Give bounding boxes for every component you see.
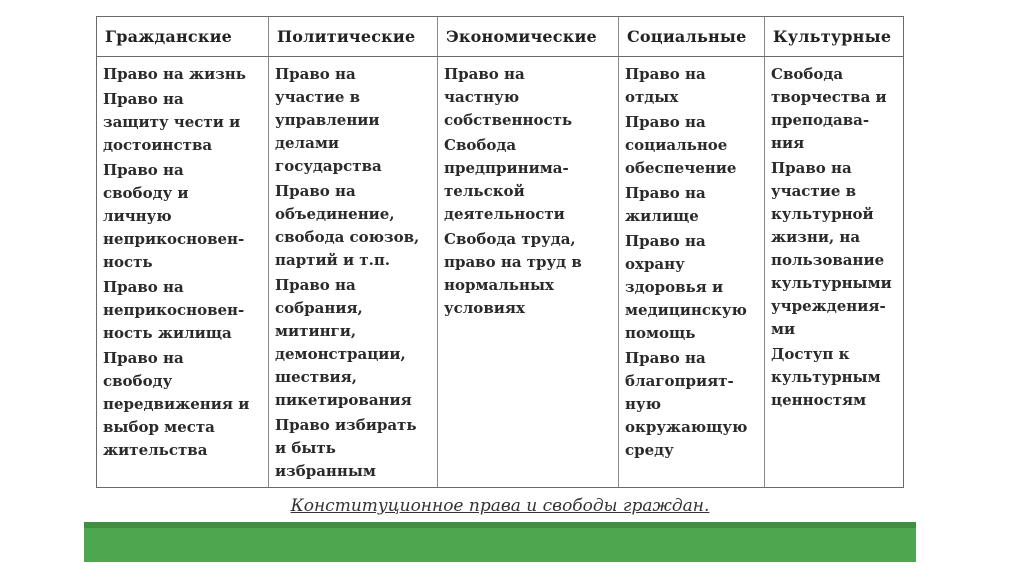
- list-item: Право на защиту чести и достоинства: [103, 90, 241, 154]
- header-social: Социальные: [619, 17, 765, 56]
- header-cultural: Культурные: [773, 27, 892, 46]
- list-item: Право на неприкосновен- ность жилища: [103, 278, 245, 342]
- column-cultural: [765, 57, 903, 487]
- column-social: [619, 57, 765, 487]
- list-item: Право избирать и быть избранным: [275, 416, 417, 480]
- column-civil: [97, 57, 269, 487]
- list-item: Право на отдых: [625, 65, 706, 106]
- list-item: Право на частную собственность: [444, 65, 573, 129]
- list-item: Право на жилище: [625, 184, 706, 225]
- header-civil: Гражданские: [97, 17, 269, 56]
- table-header-row: [97, 17, 903, 57]
- table-body-row: [97, 57, 903, 487]
- list-item: Право на социальное обеспечение: [625, 113, 737, 177]
- list-item: Право на жизнь: [103, 65, 246, 83]
- list-item: Право на свободу передвижения и выбор места жительства: [103, 349, 250, 459]
- list-item: Право на собрания, митинги, демонстрации, шествия, пикетирования: [275, 276, 412, 409]
- list-item: Свобода творчества и преподава- ния: [771, 65, 887, 152]
- rights-table: [96, 16, 904, 488]
- green-footer-band: [84, 522, 916, 562]
- list-item: Право на участие в управлении делами государства: [275, 65, 382, 175]
- list-item: Право на участие в культурной жизни, на пользование культурными учреждения- ми: [771, 159, 892, 338]
- list-item: Право на благоприят- ную окружающую среду: [625, 349, 748, 459]
- list-item: Свобода предпринима- тельской деятельности: [444, 136, 569, 223]
- list-item: Право на свободу и личную неприкосновен- ность: [103, 161, 245, 271]
- column-economic: [438, 57, 619, 487]
- list-item: Свобода труда, право на труд в нормальных условиях: [444, 230, 582, 317]
- table-caption: Конституционное права и свободы граждан.: [290, 496, 710, 516]
- slide: [84, 0, 916, 562]
- list-item: Право на объединение, свобода союзов, партий и т.п.: [275, 182, 420, 269]
- header-political: Политические: [269, 17, 438, 56]
- list-item: Право на охрану здоровья и медицинскую помощь: [625, 232, 747, 342]
- list-item: Доступ к культурным ценностям: [771, 345, 881, 409]
- header-economic: Экономические: [438, 17, 619, 56]
- column-political: [269, 57, 438, 487]
